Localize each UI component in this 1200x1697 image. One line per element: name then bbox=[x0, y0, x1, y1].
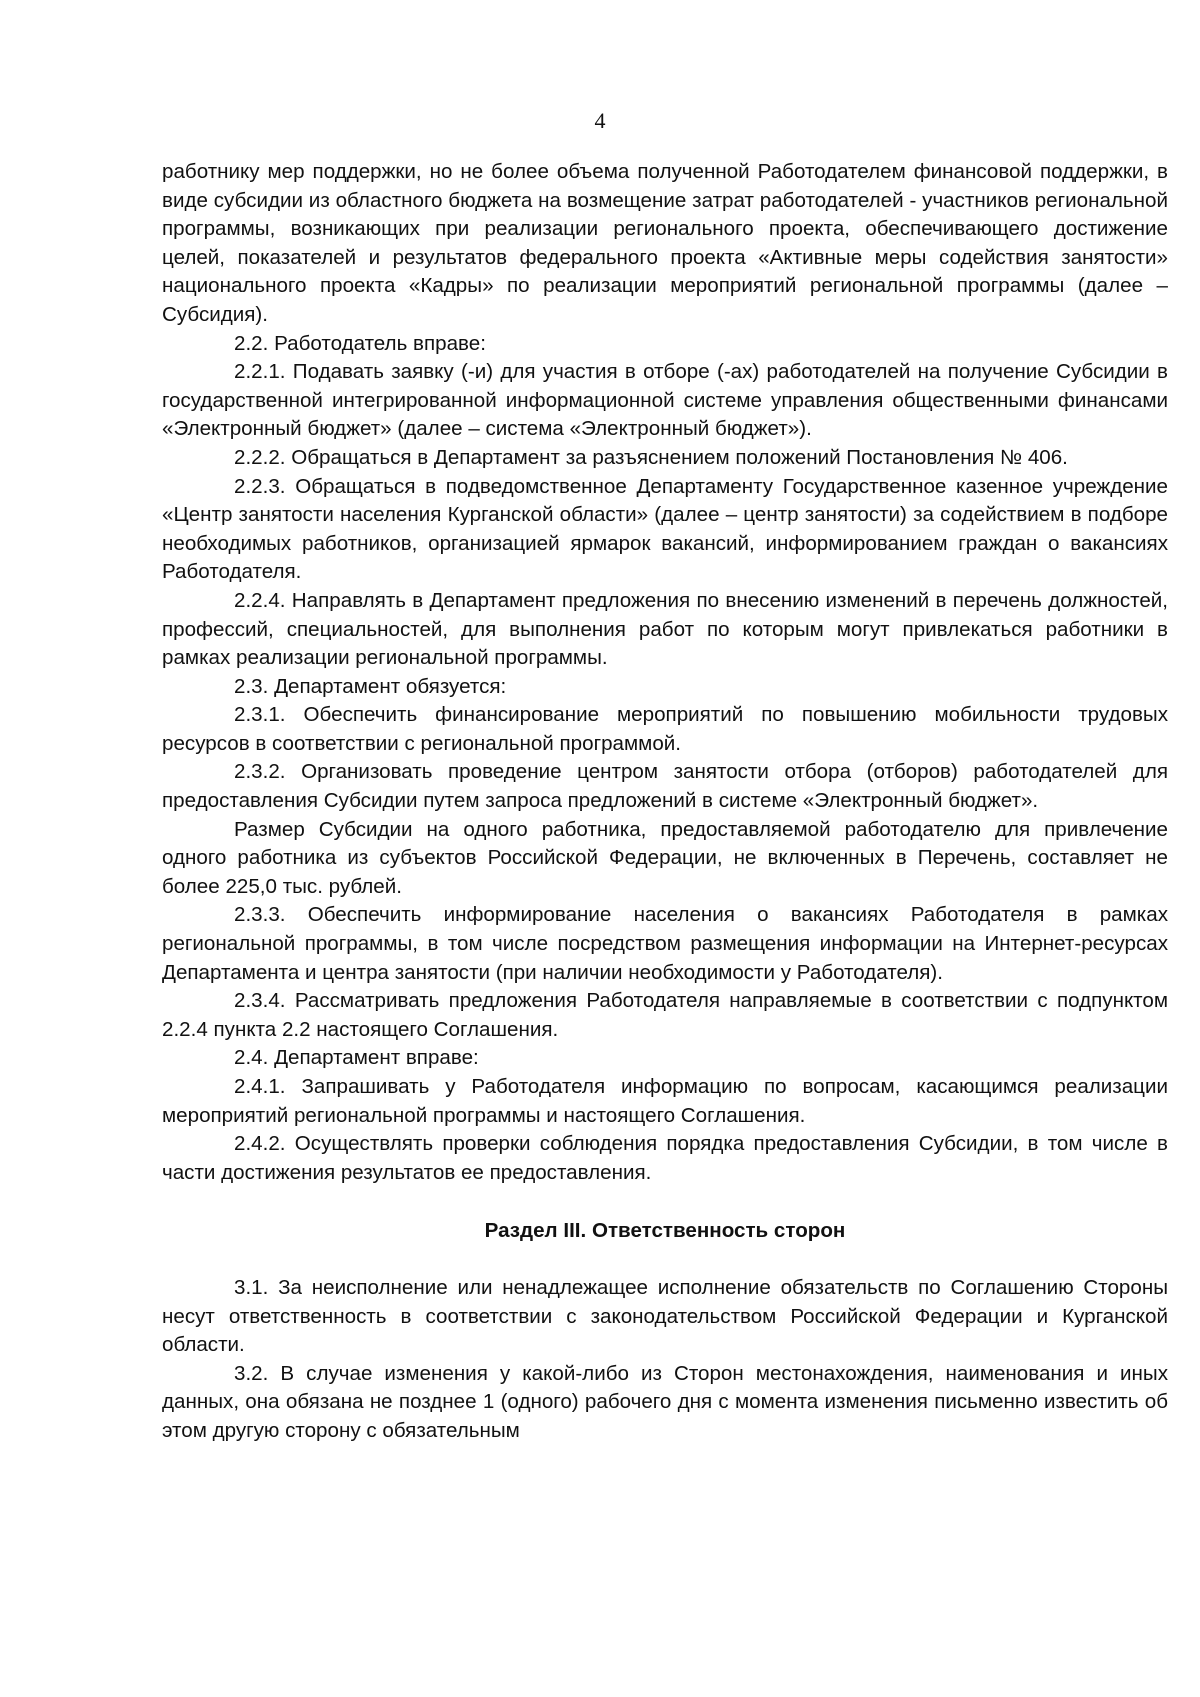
document-body bbox=[162, 158, 1168, 1446]
paragraph-2-2-1: 2.2.1. Подавать заявку (-и) для участия в отборе (-ах) работодателей на получение Субсидии в государственной интегрированной информационной системе управления общественными финансами «Электронный бюджет» (далее – система «Электронный бюджет»). bbox=[162, 360, 1168, 441]
paragraph-2-2-4: 2.2.4. Направлять в Департамент предложения по внесению изменений в перечень должностей, профессий, специальностей, для выполнения работ по которым могут привлекаться работники в рамках реализации региональной программы. bbox=[162, 588, 1168, 670]
paragraph-2-2-2: 2.2.2. Обращаться в Департамент за разъяснением положений Постановления № 406. bbox=[234, 445, 1068, 469]
page-number: 4 bbox=[594, 108, 606, 133]
paragraph-subsidy-amount: Размер Субсидии на одного работника, предоставляемой работодателю для привлечение одного работника из субъектов Российской Федерации, не включенных в Перечень, составляет не более 225,0 тыс. рублей. bbox=[162, 817, 1168, 898]
paragraph-2-4-1: 2.4.1. Запрашивать у Работодателя информацию по вопросам, касающимся реализации мероприятий региональной программы и настоящего Соглашения. bbox=[162, 1075, 1168, 1127]
paragraph-2-2: 2.2. Работодатель вправе: bbox=[234, 331, 486, 355]
paragraph-2-3-3: 2.3.3. Обеспечить информирование населения о вакансиях Работодателя в рамках региональной программы, в том числе посредством размещения информации на Интернет-ресурсах Департамента и центра занятости (при наличии необходимости у Работодателя). bbox=[162, 903, 1168, 984]
paragraph-2-3: 2.3. Департамент обязуется: bbox=[234, 674, 507, 698]
paragraph-2-2-3: 2.2.3. Обращаться в подведомственное Департаменту Государственное казенное учреждение «Центр занятости населения Курганской области» (далее – центр занятости) за содействием в подборе необходимых работников, организацией ярмарок вакансий, информированием граждан о вакансиях Работодателя. bbox=[162, 474, 1168, 584]
paragraph-3-2: 3.2. В случае изменения у какой-либо из Сторон местонахождения, наименования и иных данных, она обязана не позднее 1 (одного) рабочего дня с момента изменения письменно известить об этом другую сторону с обязательным bbox=[162, 1361, 1168, 1442]
paragraph-2-4: 2.4. Департамент вправе: bbox=[234, 1046, 479, 1070]
paragraph-2-3-2: 2.3.2. Организовать проведение центром занятости отбора (отборов) работодателей для предоставления Субсидии путем запроса предложений в системе «Электронный бюджет». bbox=[162, 760, 1168, 813]
paragraph-3-1: 3.1. За неисполнение или ненадлежащее исполнение обязательств по Соглашению Стороны несут ответственность в соответствии с законодательством Российской Федерации и Курганской области. bbox=[162, 1275, 1168, 1357]
section-title: Раздел III. Ответственность сторон bbox=[484, 1219, 846, 1243]
paragraph-2-3-1: 2.3.1. Обеспечить финансирование мероприятий по повышению мобильности трудовых ресурсов в соответствии с региональной программой. bbox=[162, 703, 1168, 755]
paragraph-2-4-2: 2.4.2. Осуществлять проверки соблюдения порядка предоставления Субсидии, в том числе в части достижения результатов ее предоставления. bbox=[162, 1132, 1168, 1184]
paragraph-2-3-4: 2.3.4. Рассматривать предложения Работодателя направляемые в соответствии с подпунктом 2.2.4 пункта 2.2 настоящего Соглашения. bbox=[162, 989, 1168, 1041]
paragraph-continuation: работнику мер поддержки, но не более объема полученной Работодателем финансовой поддержки, в виде субсидии из областного бюджета на возмещение затрат работодателей - участников региональной программы, возникающих при реализации регионального проекта, обеспечивающего достижение целей, показателей и результатов федерального проекта «Активные меры содействия занятости» национального проекта «Кадры» по реализации мероприятий региональной программы (далее – Субсидия). bbox=[162, 160, 1168, 326]
